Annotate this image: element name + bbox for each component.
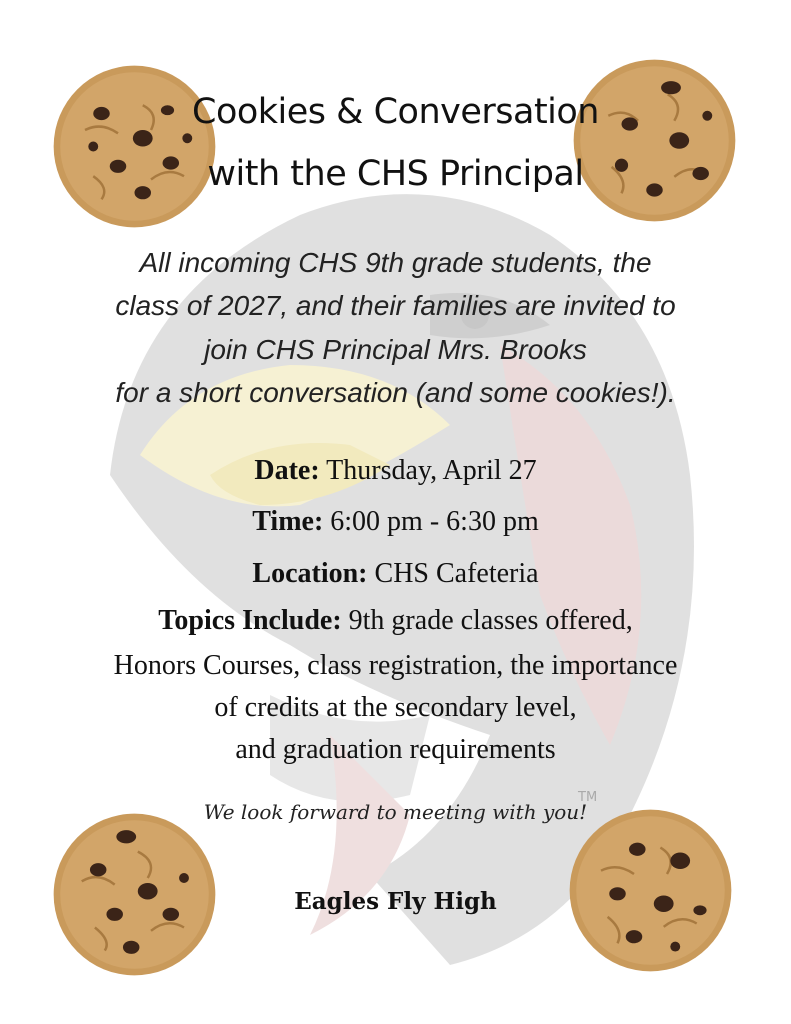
flyer-title-line-2: with the CHS Principal [207,154,584,194]
time-row [0,506,791,538]
location-label: Location: [252,558,368,589]
topics-row [0,605,791,637]
closing-message: We look forward to meeting with you! [203,800,588,824]
topics-line-1: 9th grade classes offered, [348,605,633,636]
topics-label: Topics Include: [158,605,342,636]
cookie-image-top-left [52,64,217,229]
location-row [0,558,791,590]
time-label: Time: [252,506,324,537]
trademark-mark: TM [578,790,598,805]
intro-line-4: for a short conversation (and some cookies!). [115,377,676,408]
topics-line-4: and graduation requirements [235,734,556,765]
date-value: Thursday, April 27 [326,455,537,486]
date-row [0,455,791,487]
flyer-title-line-1: Cookies & Conversation [192,92,599,132]
school-motto: Eagles Fly High [294,888,497,915]
time-value: 6:00 pm - 6:30 pm [330,506,539,537]
cookie-image-top-right [572,58,737,223]
intro-line-3: join CHS Principal Mrs. Brooks [204,334,587,365]
intro-line-1: All incoming CHS 9th grade students, the [139,247,652,278]
topics-line-2: Honors Courses, class registration, the importance [113,650,678,681]
topics-line-3: of credits at the secondary level, [214,692,577,723]
intro-line-2: class of 2027, and their families are invited to [115,290,676,321]
date-label: Date: [254,455,320,486]
location-value: CHS Cafeteria [374,558,539,589]
